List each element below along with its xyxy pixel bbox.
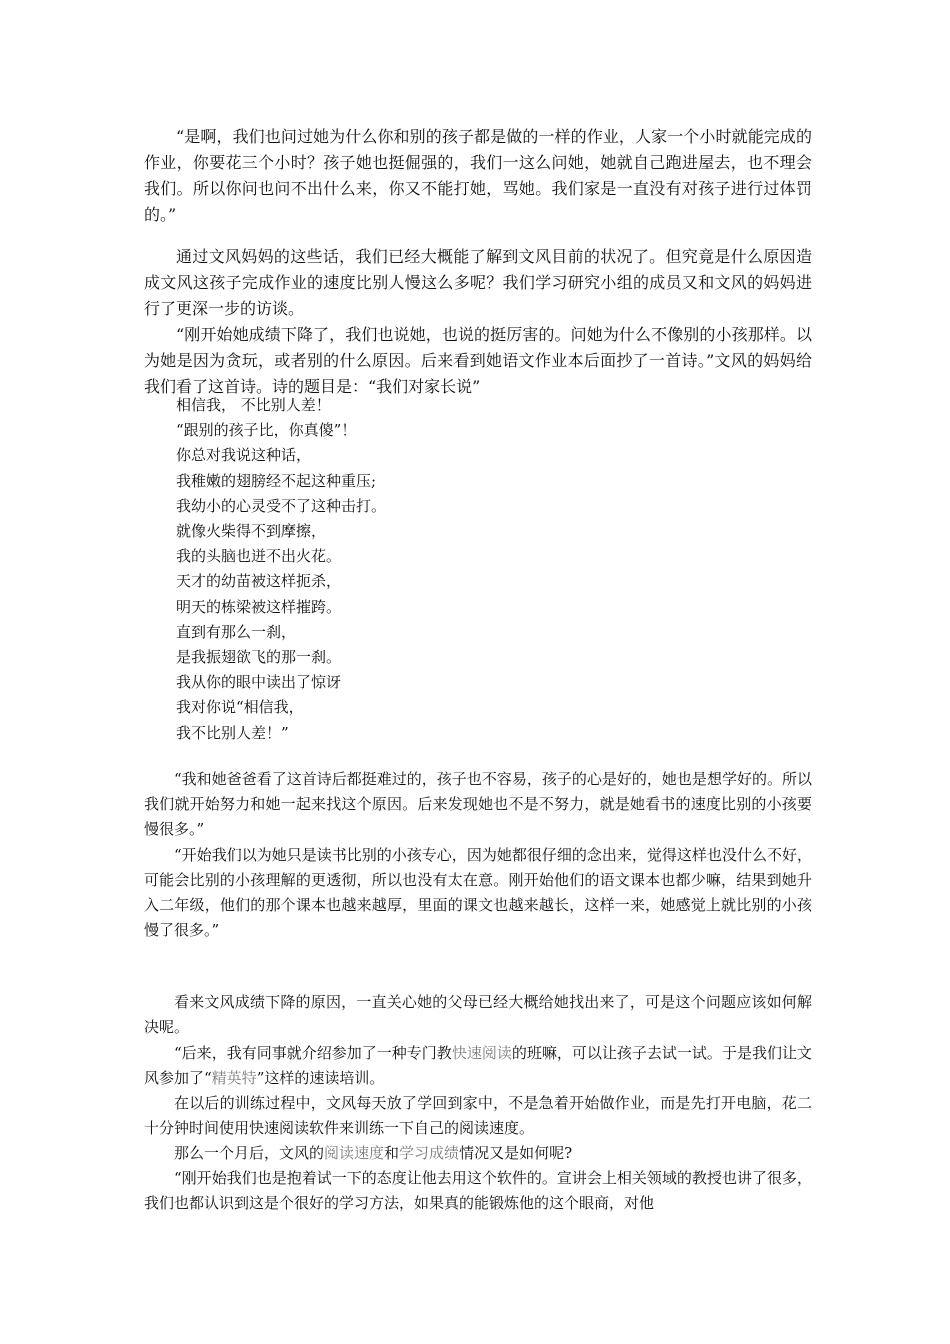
paragraph-month-later [144, 1141, 812, 1166]
poem-line: 我幼小的心灵受不了这种击打。 [176, 496, 387, 515]
poem-line: 我从你的眼中读出了惊讶 [176, 673, 342, 692]
text-span: 和 [384, 1144, 400, 1162]
text-span: “后来，我有同事就介绍参加了一种专门教 [174, 1044, 452, 1062]
poem-line: “跟别的孩子比，你真傻”！ [176, 421, 357, 440]
poem-line: 就像火柴得不到摩擦， [176, 522, 327, 541]
poem-line: 我对你说“相信我， [176, 698, 304, 717]
paragraph-poem-intro: “刚开始她成绩下降了，我们也说她，也说的挺厉害的。问她为什么不像别的小孩那样。以为她是因为贪玩，或者别的什么原因。后来看到她语文作业本后面抄了一首诗。”文风的妈妈给我们看了这首诗。诗的题目是：“我们对家长说” [144, 325, 812, 396]
paragraph-solution-question: 看来文风成绩下降的原因，一直关心她的父母已经大概给她找出来了，可是这个问题应该如何解决呢。 [144, 993, 812, 1036]
paragraph-parents-reaction: “我和她爸爸看了这首诗后都挺难过的，孩子也不容易，孩子的心是好的，她也是想学好的。所以我们就开始努力和她一起来找这个原因。后来发现她也不是不努力，就是她看书的速度比别的小孩要慢很多。” [144, 770, 812, 838]
paragraph-training-intro [144, 1041, 812, 1091]
paragraph-reading-habit: “开始我们以为她只是读书比别的小孩专心，因为她都很仔细的念出来，觉得这样也没什么不好，可能会比别的小孩理解的更透彻，所以也没有太在意。刚开始他们的语文课本也都少嘛，结果到她升入二年级，他们的那个课本也越来越厚，里面的课文也越来越长，这样一来，她感觉上就比别的小孩慢了很多。” [144, 846, 812, 939]
paragraph-parents-feedback: “刚开始我们也是抱着试一下的态度让他去用这个软件的。宣讲会上相关领域的教授也讲了很多，我们也都认识到这是个很好的学习方法，如果真的能锻炼他的这个眼商，对他 [144, 1169, 812, 1212]
text-span: ”这样的速读培训。 [256, 1069, 385, 1087]
poem-line: 相信我， 不比别人差！ [176, 396, 331, 414]
reading-speed-link[interactable]: 阅读速度 [324, 1144, 385, 1162]
academic-performance-link[interactable]: 学习成绩 [399, 1144, 460, 1162]
poem-line: 我的头脑也迸不出火花。 [176, 547, 342, 566]
text-span: 的班嘛，可以让孩子去试一试。于是我们让文风参加了“ [144, 1044, 812, 1087]
text-span: 情况又是如何呢? [459, 1144, 573, 1162]
paragraph-parents-quote: “是啊，我们也问过她为什么你和别的孩子都是做的一样的作业，人家一个小时就能完成的作业，你要花三个小时？孩子她也挺倔强的，我们一这么问她，她就自己跑进屋去，也不理会我们。所以你问也问不出什么来，你又不能打她，骂她。我们家是一直没有对孩子进行过体罚的。” [144, 127, 812, 224]
poem-line: 天才的幼苗被这样扼杀， [176, 572, 342, 591]
poem-line: 我不比别人差！” [176, 723, 289, 742]
poem-line: 明天的栋梁被这样摧跨。 [176, 597, 342, 616]
poem-line: 是我振翅欲飞的那一刹。 [176, 648, 342, 667]
paragraph-training-process: 在以后的训练过程中，文风每天放了学回到家中，不是急着开始做作业，而是先打开电脑，花二十分钟时间使用快速阅读软件来训练一下自己的阅读速度。 [144, 1094, 812, 1137]
jingyingte-link[interactable]: 精英特 [211, 1069, 257, 1087]
poem-line: 直到有那么一刹， [176, 622, 297, 641]
paragraph-interview-intro: 通过文风妈妈的这些话，我们已经大概能了解到文风目前的状况了。但究竟是什么原因造成文风这孩子完成作业的速度比别人慢这么多呢？我们学习研究小组的成员又和文风的妈妈进行了更深一步的访谈。 [144, 247, 812, 318]
poem-line: 你总对我说这种话， [176, 446, 312, 465]
text-span: 那么一个月后，文风的 [174, 1144, 325, 1162]
poem [176, 393, 386, 746]
speed-reading-link[interactable]: 快速阅读 [451, 1044, 512, 1062]
poem-line: 我稚嫩的翅膀经不起这种重压; [176, 471, 377, 490]
